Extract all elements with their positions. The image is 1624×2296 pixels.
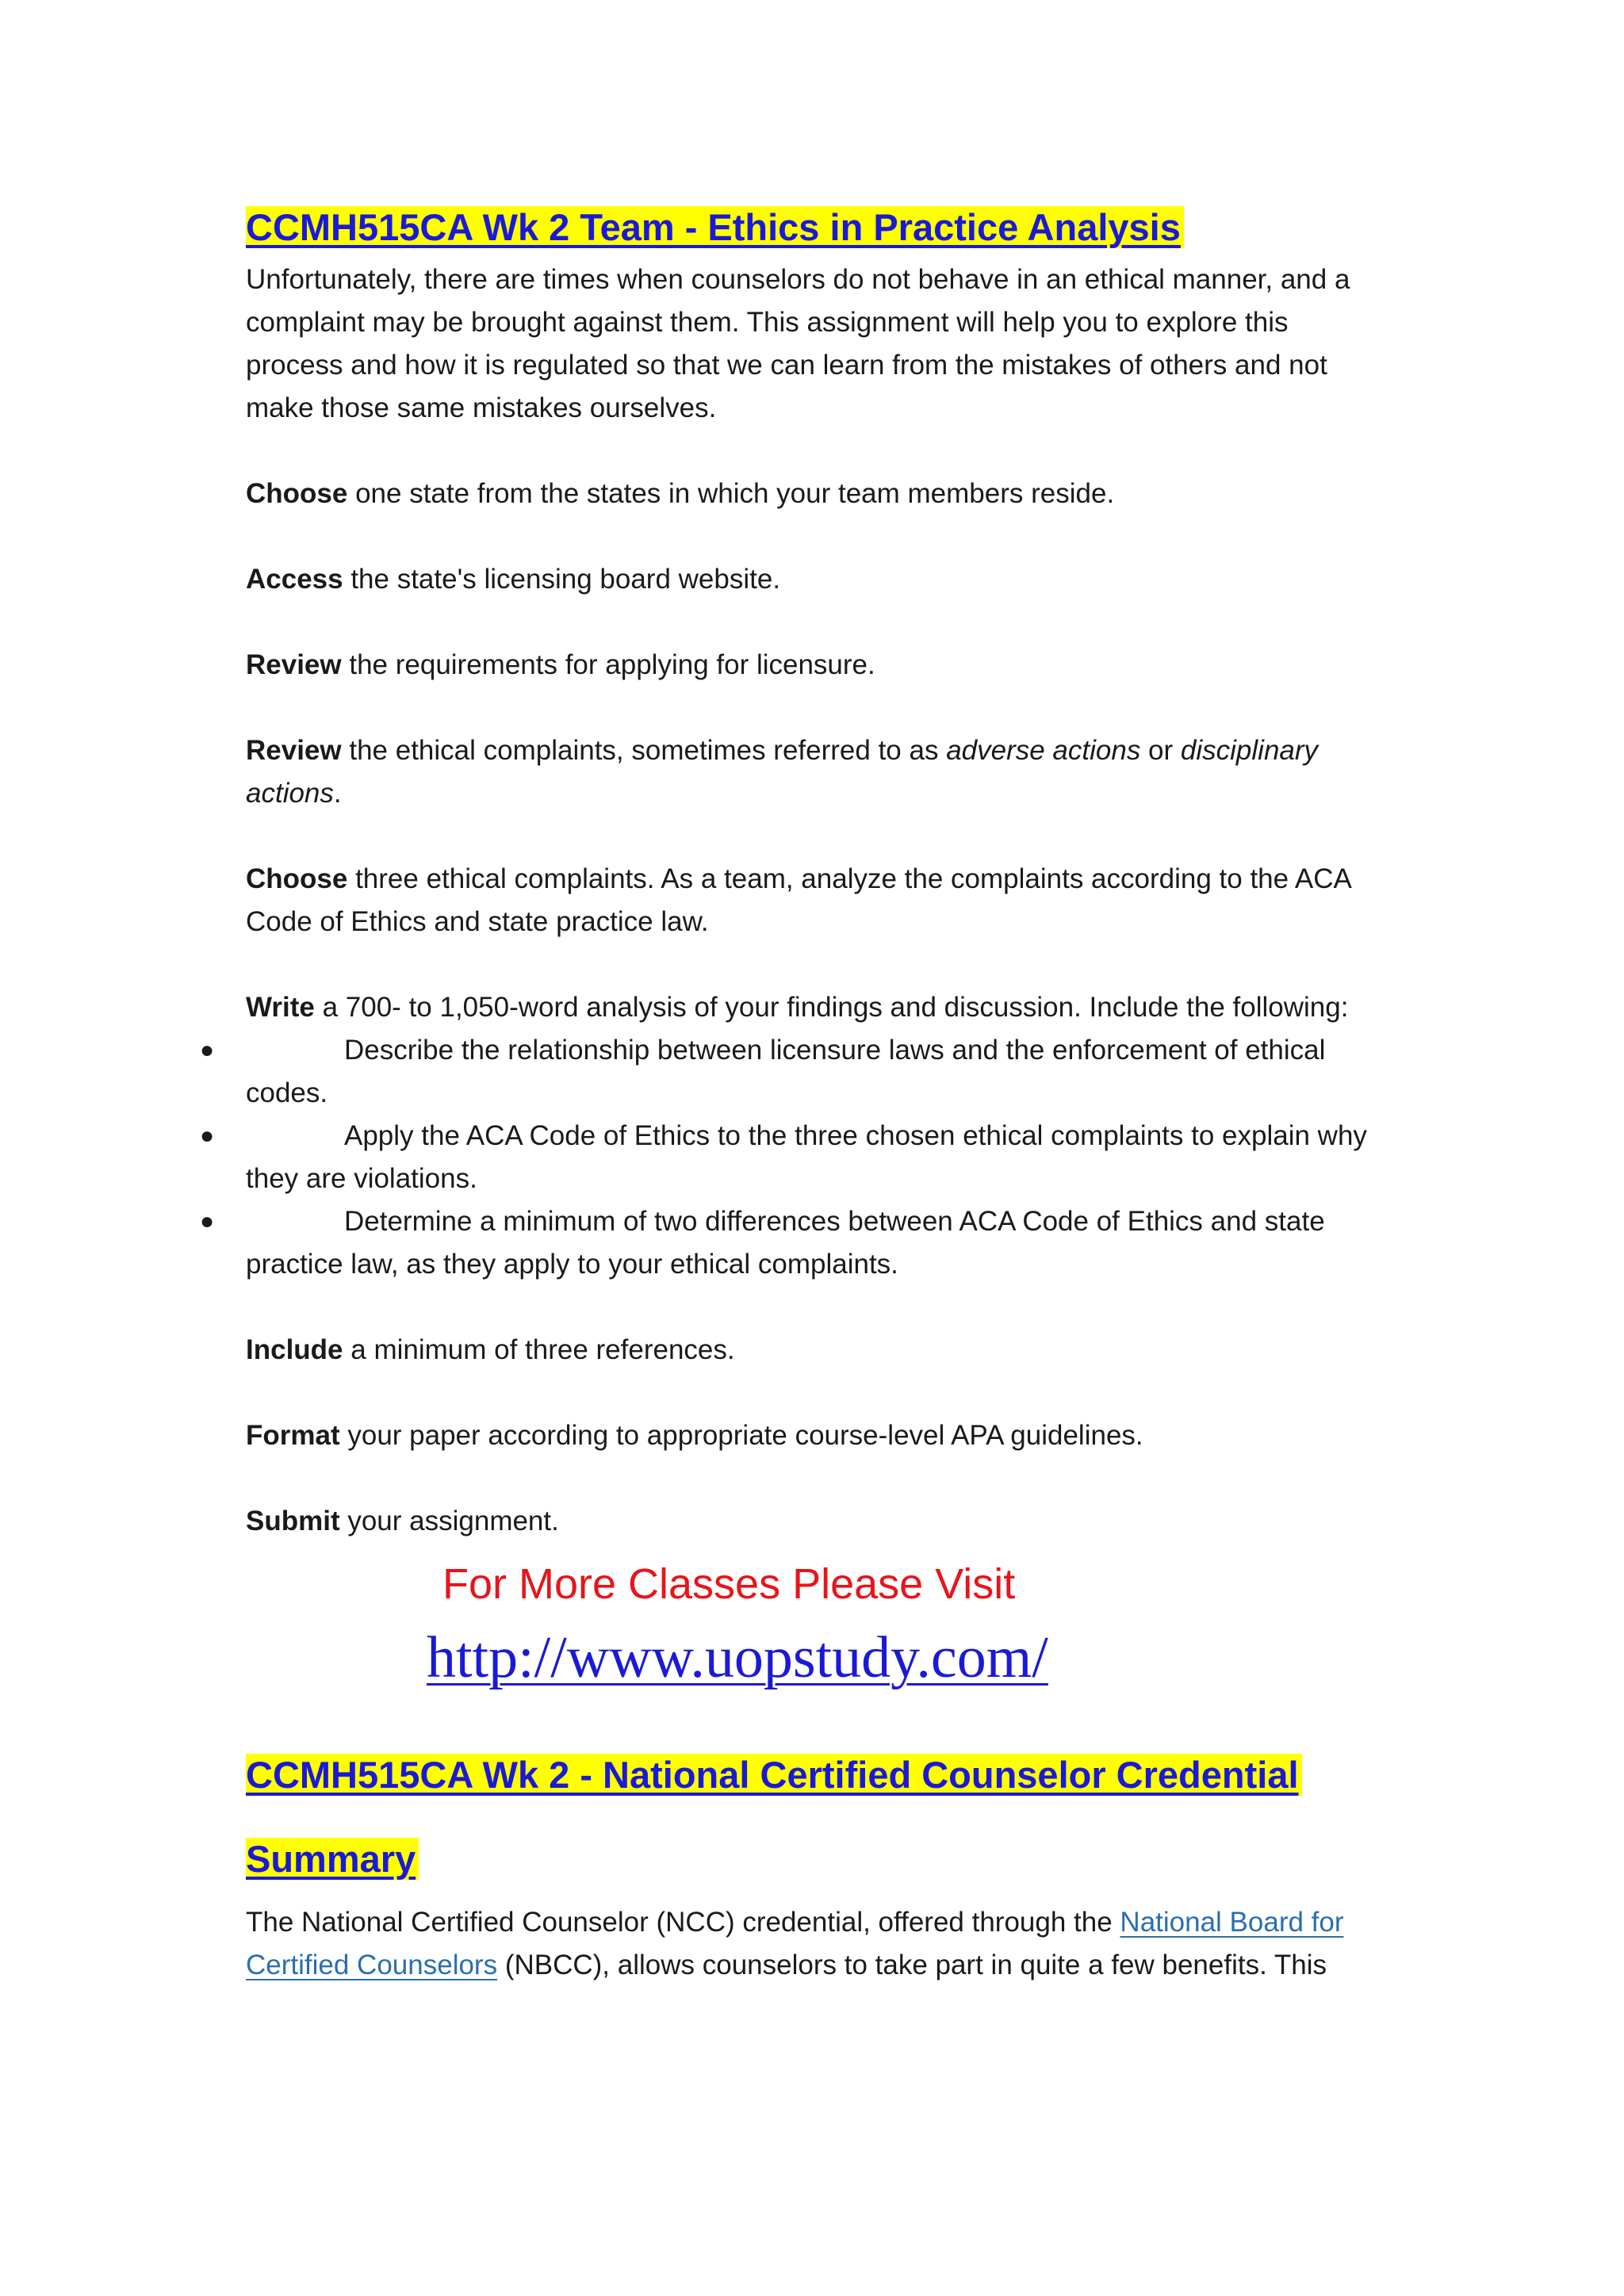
list-item xyxy=(200,1115,1388,1200)
step-label: Choose xyxy=(246,478,348,509)
step-label: Include xyxy=(246,1334,343,1365)
section1-heading-text[interactable]: CCMH515CA Wk 2 Team - Ethics in Practice Analysis xyxy=(246,206,1184,248)
step-text: or xyxy=(1140,735,1181,766)
step-text: your assignment. xyxy=(339,1506,559,1536)
step-text: a 700- to 1,050-word analysis of your findings and discussion. Include the following: xyxy=(314,992,1349,1023)
step-text: three ethical complaints. As a team, analyze the complaints according to the ACA Code of Ethics and state practice law. xyxy=(246,863,1350,937)
section2-heading-line1[interactable]: CCMH515CA Wk 2 - National Certified Counselor Credential xyxy=(246,1754,1302,1796)
step-label: Access xyxy=(246,564,343,595)
step-text: one state from the states in which your team members reside. xyxy=(347,478,1115,509)
document-page xyxy=(200,197,1388,1987)
step-write xyxy=(246,986,1388,1029)
requirements-list xyxy=(200,1029,1388,1286)
section2-paragraph xyxy=(246,1901,1388,1987)
step-label: Write xyxy=(246,992,315,1023)
step-review-complaints xyxy=(246,729,1388,815)
step-text: the requirements for applying for licensure. xyxy=(341,649,875,680)
list-item xyxy=(200,1029,1388,1115)
step-label: Submit xyxy=(246,1506,340,1536)
paragraph-text: The National Certified Counselor (NCC) credential, offered through the xyxy=(246,1907,1120,1938)
paragraph-text: (NBCC), allows counselors to take part in quite a few benefits. This xyxy=(497,1950,1327,1980)
section2-heading-line2[interactable]: Summary xyxy=(246,1838,419,1880)
list-item xyxy=(200,1200,1388,1286)
bullet-icon: ● xyxy=(200,1037,215,1063)
bullet-icon: ● xyxy=(200,1208,215,1234)
step-text: the state's licensing board website. xyxy=(343,564,781,595)
step-text: your paper according to appropriate course-level APA guidelines. xyxy=(339,1420,1143,1451)
step-text: a minimum of three references. xyxy=(343,1334,735,1365)
section1-heading[interactable] xyxy=(246,197,1388,258)
step-submit xyxy=(246,1500,1388,1543)
step-text: . xyxy=(333,778,342,809)
step-include xyxy=(246,1329,1388,1372)
step-access-board xyxy=(246,558,1388,601)
list-item-text: Apply the ACA Code of Ethics to the three chosen ethical complaints to explain why they are violations. xyxy=(246,1120,1367,1194)
step-review-requirements xyxy=(246,644,1388,687)
nbcc-link[interactable]: National Board for Certified Counselors xyxy=(246,1907,1344,1980)
step-choose-state xyxy=(246,473,1388,515)
italic-term: adverse actions xyxy=(946,735,1141,766)
step-label: Format xyxy=(246,1420,340,1451)
step-label: Choose xyxy=(246,863,348,894)
section2-heading[interactable] xyxy=(246,1733,1388,1901)
step-choose-complaints xyxy=(246,858,1388,943)
promo-text: For More Classes Please Visit xyxy=(442,1560,1016,1608)
list-item-text: Determine a minimum of two differences between ACA Code of Ethics and state practice law, as they apply to your ethical complaints. xyxy=(246,1206,1325,1280)
step-text: the ethical complaints, sometimes referred to as xyxy=(341,735,947,766)
promo-url-text[interactable]: http://www.uopstudy.com/ xyxy=(427,1625,1048,1690)
italic-term: disciplinary actions xyxy=(246,735,1319,809)
bullet-icon: ● xyxy=(200,1123,215,1149)
step-format xyxy=(246,1414,1388,1457)
list-item-text: Describe the relationship between licensure laws and the enforcement of ethical codes. xyxy=(246,1035,1326,1108)
section1-intro: Unfortunately, there are times when counselors do not behave in an ethical manner, and a complaint may be brought against them. This assignment will help you to explore this process and how it is regulated so that we can learn from the mistakes of others and not make those same mistakes ourselves. xyxy=(246,264,1350,423)
step-label: Review xyxy=(246,649,342,680)
step-label: Review xyxy=(246,735,342,766)
promo-url-link[interactable] xyxy=(246,1614,1388,1701)
